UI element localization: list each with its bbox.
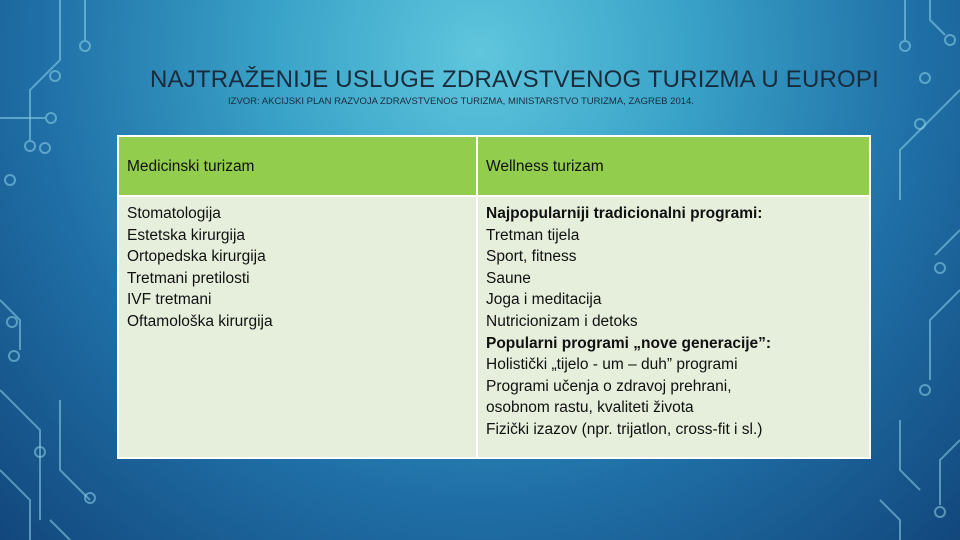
list-item: Tretmani pretilosti: [127, 269, 250, 287]
section-heading: Najpopularniji tradicionalni programi:: [486, 205, 763, 222]
tourism-table: [117, 135, 871, 459]
list-item: Stomatologija: [127, 205, 221, 222]
medical-cell: [118, 196, 477, 458]
header-medical: Medicinski turizam: [118, 136, 477, 196]
list-item: Sport, fitness: [486, 248, 577, 266]
list-item: IVF tretmani: [127, 291, 212, 309]
list-item: Nutricionizam i detoks: [486, 312, 638, 330]
table-row: [118, 196, 870, 458]
list-item: Ortopedska kirurgija: [127, 248, 266, 266]
list-item: Joga i meditacija: [486, 291, 602, 309]
header-wellness: Wellness turizam: [477, 136, 870, 196]
list-item: Tretman tijela: [486, 226, 580, 244]
list-item: osobnom rastu, kvaliteti života: [486, 399, 694, 417]
wellness-cell: [477, 196, 870, 458]
slide-source: IZVOR: AKCIJSKI PLAN RAZVOJA ZDRAVSTVENOG TURIZMA, MINISTARSTVO TURIZMA, ZAGREB 2014.: [228, 96, 694, 107]
list-item: Programi učenja o zdravoj prehrani,: [486, 377, 732, 395]
list-item: Oftamološka kirurgija: [127, 312, 273, 330]
list-item: Fizički izazov (npr. trijatlon, cross-fit i sl.): [486, 420, 763, 438]
table-header-row: [118, 136, 870, 196]
list-item: Saune: [486, 269, 531, 287]
list-item: Estetska kirurgija: [127, 226, 246, 244]
list-item: Holistički „tijelo - um – duh” programi: [486, 356, 738, 374]
section-heading: Popularni programi „nove generacije”:: [486, 334, 772, 352]
slide-title: NAJTRAŽENIJE USLUGE ZDRAVSTVENOG TURIZMA U EUROPI: [150, 66, 880, 93]
